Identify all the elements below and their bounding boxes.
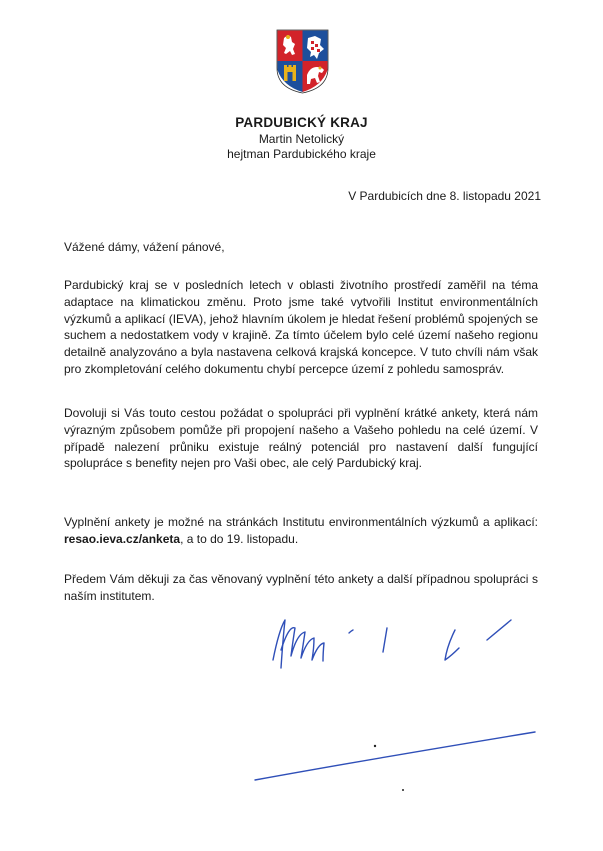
paragraph-intro: Pardubický kraj se v posledních letech v oblasti životního prostředí zaměřil na téma adaptace na klimatickou změnu. Proto jsme také vytvořili Institut environmentálních výzkumů a aplikací (IEVA), jehož hlavním úkolem je hledat řešení problémů spojených se suchem a nedostatkem vody v krajině. Za tímto účelem bylo celé území našeho regionu detailně analyzováno a byla nastavena celková krajská koncepce. V tuto chvíli nám však pro zkompletování celého dokumentu chybí percepce území z pohledu samospráv. xyxy=(64,278,539,376)
sender-name: Martin Netolický xyxy=(258,132,345,146)
paragraph-survey-link xyxy=(64,514,538,548)
survey-link[interactable]: resao.ieva.cz/anketa xyxy=(64,531,181,546)
sender-role: hejtman Pardubického kraje xyxy=(227,147,376,161)
handwritten-signature xyxy=(215,600,545,800)
survey-deadline: , a to do 19. listopadu. xyxy=(180,531,299,546)
date-line: V Pardubicích dne 8. listopadu 2021 xyxy=(348,189,541,203)
paragraph-request: Dovoluji si Vás touto cestou požádat o spolupráci při vyplnění krátké ankety, která nám výrazným způsobem pomůže při propojení našeho a Vašeho pohledu na celé území. V případě nalezení průniku existuje reálný potenciál pro nastavení další fungující spolupráce s benefity nejen pro Vaši obec, ale celý Pardubický kraj. xyxy=(64,406,538,471)
paragraph-thanks: Předem Vám děkuji za čas věnovaný vyplnění této ankety a další případnou spolupráci s naším institutem. xyxy=(64,572,538,603)
organization-name: PARDUBICKÝ KRAJ xyxy=(235,115,368,130)
survey-text: Vyplnění ankety je možné na stránkách Institutu environmentálních výzkumů a aplikací: xyxy=(64,515,538,529)
coat-of-arms-emblem xyxy=(275,28,330,95)
salutation: Vážené dámy, vážení pánové, xyxy=(64,240,225,254)
